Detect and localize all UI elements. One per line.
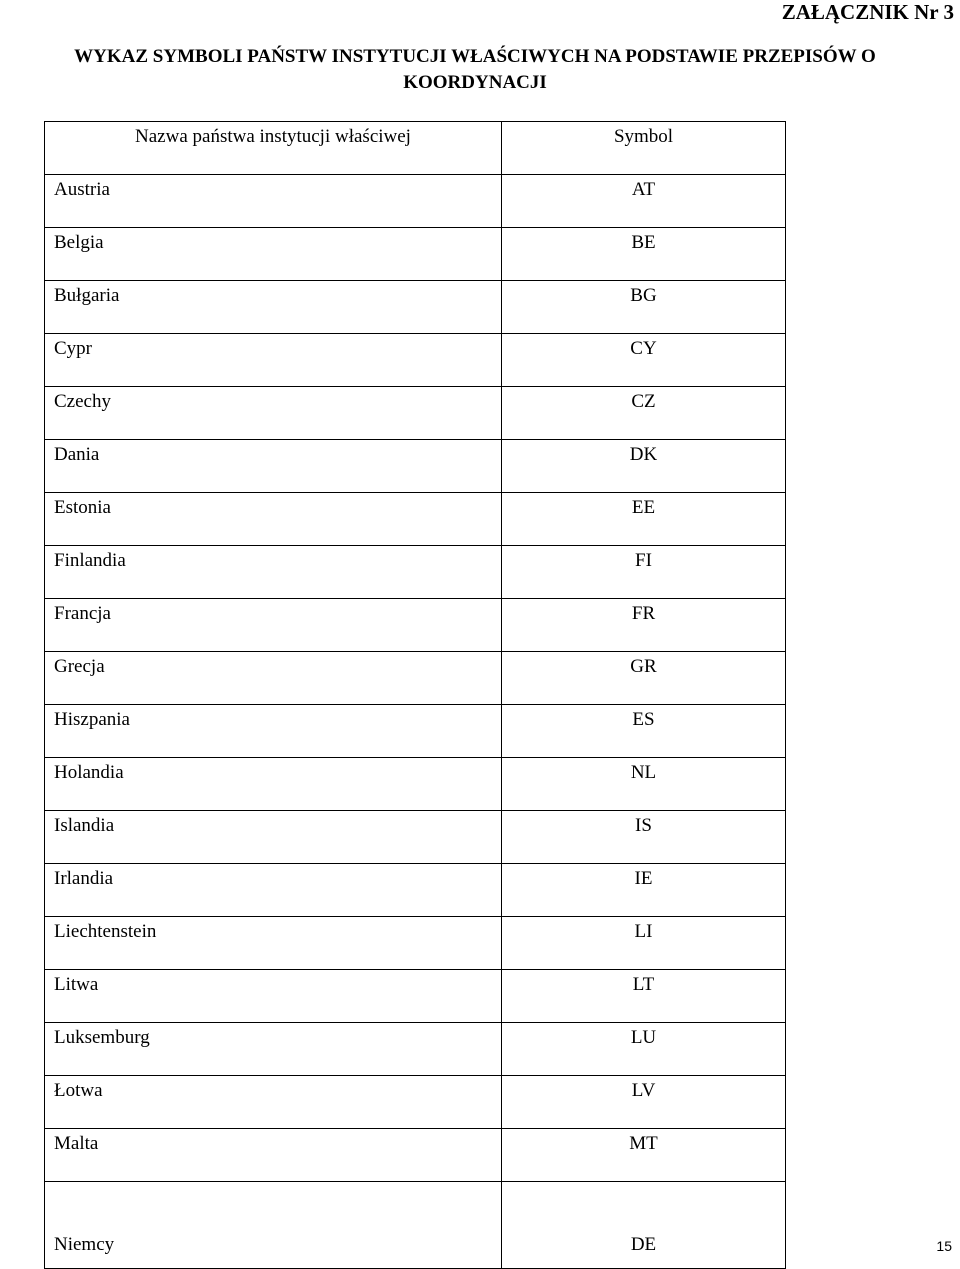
country-name: Czechy (45, 387, 502, 440)
document-title (0, 44, 950, 96)
table-row (45, 1023, 786, 1076)
country-name: Islandia (45, 811, 502, 864)
document-title-line-1: WYKAZ SYMBOLI PAŃSTW INSTYTUCJI WŁAŚCIWYCH NA PODSTAWIE PRZEPISÓW O (74, 46, 876, 67)
table-row (45, 758, 786, 811)
table-row (45, 493, 786, 546)
table-row (45, 228, 786, 281)
table-row (45, 652, 786, 705)
annex-label: ZAŁĄCZNIK Nr 3 (781, 0, 954, 24)
country-symbol-table (44, 121, 786, 1269)
country-name: Niemcy (45, 1182, 502, 1269)
country-symbol: LT (502, 970, 786, 1023)
country-name: Holandia (45, 758, 502, 811)
country-symbol: BE (502, 228, 786, 281)
table-row (45, 705, 786, 758)
country-name: Łotwa (45, 1076, 502, 1129)
country-name: Austria (45, 175, 502, 228)
country-symbol: CZ (502, 387, 786, 440)
table-body (45, 175, 786, 1269)
country-name: Luksemburg (45, 1023, 502, 1076)
table-row (45, 546, 786, 599)
country-symbol: AT (502, 175, 786, 228)
country-symbol: LU (502, 1023, 786, 1076)
country-name: Cypr (45, 334, 502, 387)
country-symbol: LI (502, 917, 786, 970)
country-name: Finlandia (45, 546, 502, 599)
table-row (45, 1129, 786, 1182)
country-name: Estonia (45, 493, 502, 546)
page-number: 15 (936, 1238, 952, 1254)
country-symbol: IS (502, 811, 786, 864)
country-symbol: DE (502, 1182, 786, 1269)
country-name: Malta (45, 1129, 502, 1182)
table-row (45, 281, 786, 334)
table-row (45, 440, 786, 493)
country-name: Hiszpania (45, 705, 502, 758)
country-name: Litwa (45, 970, 502, 1023)
country-symbol: CY (502, 334, 786, 387)
country-name: Francja (45, 599, 502, 652)
country-symbol: EE (502, 493, 786, 546)
country-name: Grecja (45, 652, 502, 705)
table-row (45, 1076, 786, 1129)
table-row (45, 1182, 786, 1269)
country-symbol: MT (502, 1129, 786, 1182)
country-name: Dania (45, 440, 502, 493)
document-title-line-2: KOORDYNACJI (403, 72, 547, 93)
country-symbol: FR (502, 599, 786, 652)
country-name: Bułgaria (45, 281, 502, 334)
table-row (45, 334, 786, 387)
country-name: Belgia (45, 228, 502, 281)
table-header-row (45, 122, 786, 175)
table-row (45, 811, 786, 864)
country-symbol: BG (502, 281, 786, 334)
table-row (45, 970, 786, 1023)
country-name: Liechtenstein (45, 917, 502, 970)
country-symbol: FI (502, 546, 786, 599)
country-symbol: NL (502, 758, 786, 811)
column-header-name: Nazwa państwa instytucji właściwej (45, 122, 502, 175)
table-row (45, 599, 786, 652)
country-symbol: LV (502, 1076, 786, 1129)
table-row (45, 917, 786, 970)
table-row (45, 175, 786, 228)
country-symbol: DK (502, 440, 786, 493)
country-name: Irlandia (45, 864, 502, 917)
country-symbol: ES (502, 705, 786, 758)
column-header-symbol: Symbol (502, 122, 786, 175)
table-row (45, 864, 786, 917)
country-symbol: GR (502, 652, 786, 705)
table-row (45, 387, 786, 440)
country-symbol: IE (502, 864, 786, 917)
